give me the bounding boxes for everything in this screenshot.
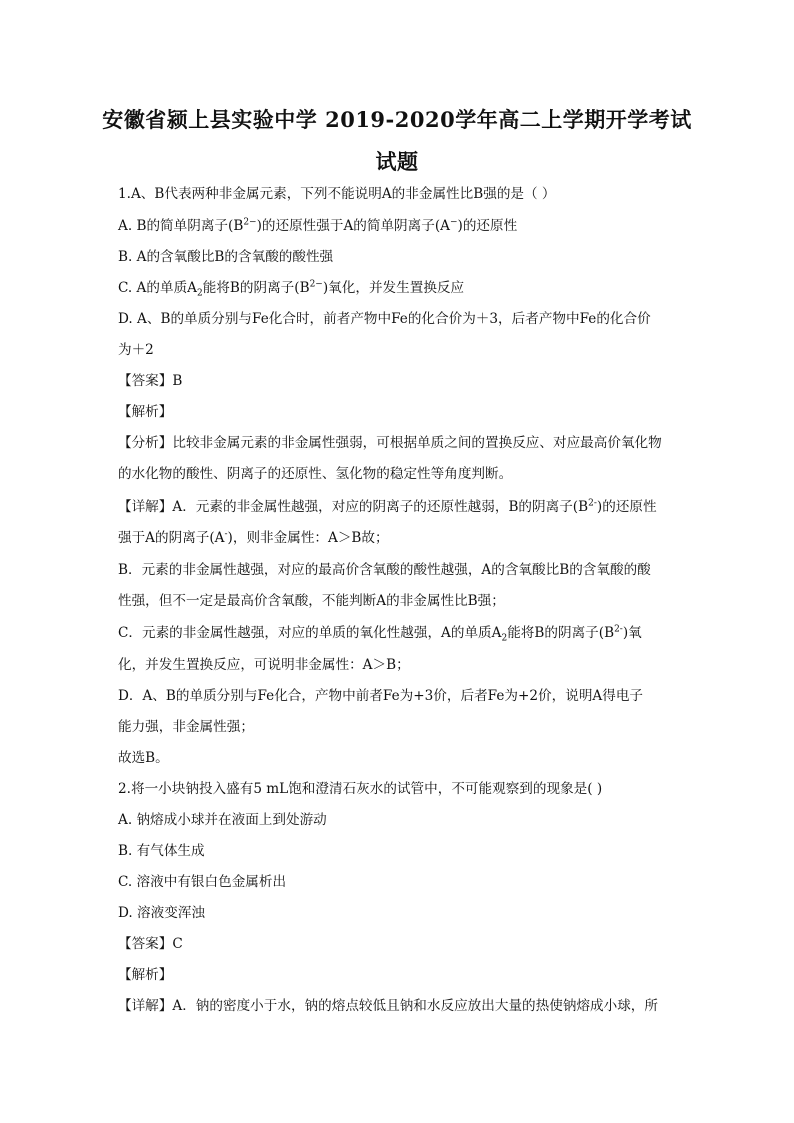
document-title-line1: 安徽省颍上县实验中学 2019-2020学年高二上学期开学考试 xyxy=(102,107,692,132)
q1-xiangjie-c1-pre: C．元素的非金属性越强，对应的单质的氧化性越强，A的单质A xyxy=(118,625,502,641)
q1-xiangjie-c-line1 xyxy=(118,623,678,643)
q1-option-a-sup2: − xyxy=(449,217,458,228)
q1-xiangjie-a2-sup: - xyxy=(224,529,228,540)
q1-option-a-post: )的还原性 xyxy=(457,218,518,234)
q1-fenxi-line2: 的水化物的酸性、阴离子的还原性、氢化物的稳定性等角度判断。 xyxy=(118,466,513,482)
q1-xiangjie-d-line1: D．A、B的单质分别与Fe化合，产物中前者Fe为+3价，后者Fe为+2价，说明A得电子 xyxy=(118,688,644,704)
q2-analysis-heading: 【解析】 xyxy=(118,967,173,983)
q2-xiangjie-a-line1: 【详解】A．钠的密度小于水，钠的熔点较低且钠和水反应放出大量的热使钠熔成小球，所 xyxy=(118,998,658,1014)
q1-xiangjie-c-line2: 化，并发生置换反应，可说明非金属性：A＞B； xyxy=(118,657,410,673)
q1-option-c-sup: 2− xyxy=(309,279,323,290)
q1-option-c-mid: 能将B的阴离子(B xyxy=(202,280,310,296)
q1-xiangjie-c1-sub: 2 xyxy=(501,633,508,644)
q1-option-c-post: )氧化，并发生置换反应 xyxy=(322,280,465,296)
q1-xiangjie-a-line2 xyxy=(118,528,678,548)
q1-xiangjie-c1-sup: 2- xyxy=(614,624,623,635)
q1-xiangjie-a1-post: )的还原性 xyxy=(596,499,657,515)
q1-xiangjie-a1-sup: 2- xyxy=(588,498,597,509)
q1-option-c-pre: C. A的单质A xyxy=(118,280,197,296)
q1-option-b: B. A的含氧酸比B的含氧酸的酸性强 xyxy=(118,249,334,265)
q2-option-d: D. 溶液变浑浊 xyxy=(118,905,206,921)
q1-analysis-heading: 【解析】 xyxy=(118,404,173,420)
q1-option-c xyxy=(118,278,678,298)
q1-option-a-pre: A. B的简单阴离子(B xyxy=(118,218,244,234)
q1-xiangjie-a2-post: )，则非金属性：A＞B故； xyxy=(227,530,389,546)
q1-fenxi-line1: 【分析】比较非金属元素的非金属性强弱，可根据单质之间的置换反应、对应最高价氧化物 xyxy=(118,435,662,451)
q1-conclusion: 故选B。 xyxy=(118,750,169,766)
q1-xiangjie-b-line2: 性强，但不一定是最高价含氧酸，不能判断A的非金属性比B强； xyxy=(118,593,505,609)
q2-option-c: C. 溶液中有银白色金属析出 xyxy=(118,874,287,890)
q2-stem: 2.将一小块钠投入盛有5 mL饱和澄清石灰水的试管中，不可能观察到的现象是( ) xyxy=(118,781,603,797)
q1-option-d-line1: D. A、B的单质分别与Fe化合时，前者产物中Fe的化合价为＋3，后者产物中Fe的化合价 xyxy=(118,311,651,327)
q1-xiangjie-a2-pre: 强于A的阴离子(A xyxy=(118,530,225,546)
q2-answer: 【答案】C xyxy=(118,936,183,952)
q1-option-c-sub: 2 xyxy=(196,288,203,299)
q1-option-a xyxy=(118,216,678,236)
q1-xiangjie-d-line2: 能力强，非金属性强； xyxy=(118,719,254,735)
document-title-line2: 试题 xyxy=(375,149,419,174)
q1-xiangjie-a1-pre: 【详解】A．元素的非金属性越强，对应的阴离子的还原性越弱，B的阴离子(B xyxy=(118,499,589,515)
q1-option-d-line2: 为＋2 xyxy=(118,342,154,358)
q1-xiangjie-c1-post: )氧 xyxy=(622,625,642,641)
q1-option-a-sup1: 2− xyxy=(243,217,257,228)
q2-option-b: B. 有气体生成 xyxy=(118,843,205,859)
q1-stem: 1.A、B代表两种非金属元素，下列不能说明A的非金属性比B强的是（ ） xyxy=(118,186,556,202)
q1-option-a-mid: )的还原性强于A的简单阴离子(A xyxy=(256,218,450,234)
q1-answer: 【答案】B xyxy=(118,373,183,389)
q1-xiangjie-a-line1 xyxy=(118,497,678,517)
q2-option-a: A. 钠熔成小球并在液面上到处游动 xyxy=(118,812,327,828)
q1-xiangjie-c1-mid: 能将B的阴离子(B xyxy=(507,625,615,641)
q1-xiangjie-b-line1: B．元素的非金属性越强，对应的最高价含氧酸的酸性越强，A的含氧酸比B的含氧酸的酸 xyxy=(118,562,651,578)
